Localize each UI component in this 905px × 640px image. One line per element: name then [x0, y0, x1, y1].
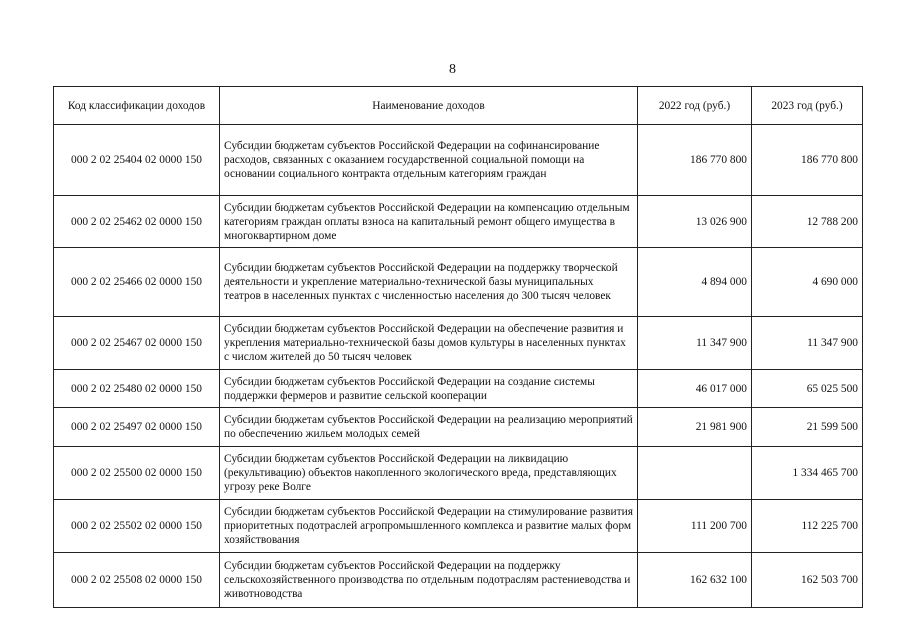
row-code: 000 2 02 25497 02 0000 150 — [54, 408, 220, 447]
table-row — [54, 408, 863, 447]
revenue-table — [53, 86, 863, 608]
row-code: 000 2 02 25508 02 0000 150 — [54, 553, 220, 608]
table-row — [54, 500, 863, 553]
row-value-2023: 186 770 800 — [752, 125, 863, 196]
row-name: Субсидии бюджетам субъектов Российской Федерации на поддержку сельскохозяйственного производства по отдельным подотраслям растениеводства и животноводства — [220, 553, 638, 608]
row-code: 000 2 02 25466 02 0000 150 — [54, 248, 220, 317]
row-value-2023: 65 025 500 — [752, 370, 863, 408]
row-value-2023: 11 347 900 — [752, 317, 863, 370]
row-code: 000 2 02 25404 02 0000 150 — [54, 125, 220, 196]
row-name: Субсидии бюджетам субъектов Российской Федерации на создание системы поддержки фермеров и развитие сельской кооперации — [220, 370, 638, 408]
row-name: Субсидии бюджетам субъектов Российской Федерации на реализацию мероприятий по обеспечению жильем молодых семей — [220, 408, 638, 447]
row-value-2023: 162 503 700 — [752, 553, 863, 608]
row-code: 000 2 02 25500 02 0000 150 — [54, 447, 220, 500]
row-value-2023: 112 225 700 — [752, 500, 863, 553]
table-row — [54, 317, 863, 370]
table-row — [54, 196, 863, 248]
table-row — [54, 125, 863, 196]
header-code: Код классификации доходов — [54, 87, 220, 125]
row-value-2023: 12 788 200 — [752, 196, 863, 248]
header-name: Наименование доходов — [220, 87, 638, 125]
row-code: 000 2 02 25467 02 0000 150 — [54, 317, 220, 370]
header-2023: 2023 год (руб.) — [752, 87, 863, 125]
row-code: 000 2 02 25462 02 0000 150 — [54, 196, 220, 248]
row-value-2022: 186 770 800 — [638, 125, 752, 196]
row-value-2023: 4 690 000 — [752, 248, 863, 317]
row-value-2022: 162 632 100 — [638, 553, 752, 608]
row-code: 000 2 02 25502 02 0000 150 — [54, 500, 220, 553]
row-value-2022: 21 981 900 — [638, 408, 752, 447]
table-row — [54, 370, 863, 408]
row-value-2023: 1 334 465 700 — [752, 447, 863, 500]
row-name: Субсидии бюджетам субъектов Российской Федерации на компенсацию отдельным категориям граждан оплаты взноса на капитальный ремонт общего имущества в многоквартирном доме — [220, 196, 638, 248]
row-value-2022: 46 017 000 — [638, 370, 752, 408]
row-name: Субсидии бюджетам субъектов Российской Федерации на обеспечение развития и укрепления материально-технической базы домов культуры в населенных пунктах с числом жителей до 50 тысяч человек — [220, 317, 638, 370]
table-header-row — [54, 87, 863, 125]
table-row — [54, 248, 863, 317]
table-row — [54, 553, 863, 608]
row-name: Субсидии бюджетам субъектов Российской Федерации на стимулирование развития приоритетных подотраслей агропромышленного комплекса и развитие малых форм хозяйствования — [220, 500, 638, 553]
row-value-2022: 4 894 000 — [638, 248, 752, 317]
page-number: 8 — [449, 62, 456, 77]
header-2022: 2022 год (руб.) — [638, 87, 752, 125]
table-row — [54, 447, 863, 500]
row-value-2022: 13 026 900 — [638, 196, 752, 248]
row-name: Субсидии бюджетам субъектов Российской Федерации на софинансирование расходов, связанных с оказанием государственной социальной помощи на основании социального контракта отдельным категориям граждан — [220, 125, 638, 196]
row-value-2023: 21 599 500 — [752, 408, 863, 447]
row-value-2022: 111 200 700 — [638, 500, 752, 553]
row-name: Субсидии бюджетам субъектов Российской Федерации на поддержку творческой деятельности и укрепление материально-технической базы муниципальных театров в населенных пунктах с численностью населения до 300 тысяч человек — [220, 248, 638, 317]
row-value-2022 — [638, 447, 752, 500]
row-value-2022: 11 347 900 — [638, 317, 752, 370]
row-name: Субсидии бюджетам субъектов Российской Федерации на ликвидацию (рекультивацию) объектов накопленного экологического вреда, представляющих угрозу реке Волге — [220, 447, 638, 500]
row-code: 000 2 02 25480 02 0000 150 — [54, 370, 220, 408]
